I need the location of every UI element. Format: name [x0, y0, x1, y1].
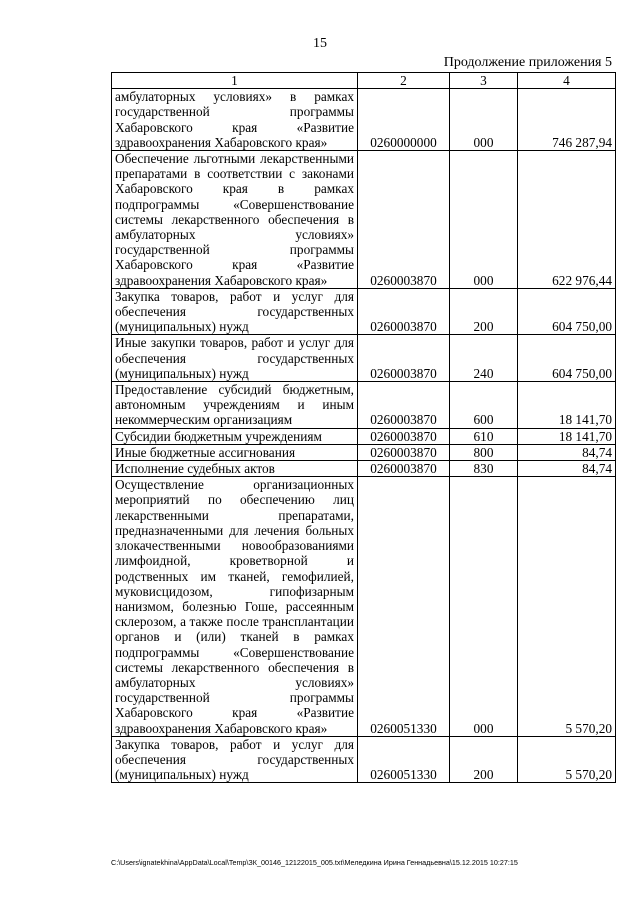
continuation-label: Продолжение приложения 5	[443, 55, 612, 70]
table-row	[112, 736, 616, 783]
row-code: 0260003870	[358, 288, 450, 335]
row-vr: 240	[450, 335, 518, 382]
row-vr: 600	[450, 382, 518, 429]
row-vr: 000	[450, 477, 518, 736]
row-sum: 5 570,20	[518, 736, 616, 783]
row-code: 0260003870	[358, 428, 450, 444]
row-name: Закупка товаров, работ и услуг для обеспечения государственных (муниципальных) нужд	[112, 736, 358, 783]
table-row	[112, 444, 616, 460]
table-row	[112, 288, 616, 335]
table-row	[112, 89, 616, 151]
row-name: Иные бюджетные ассигнования	[112, 444, 358, 460]
row-sum: 604 750,00	[518, 335, 616, 382]
column-header-vr: 3	[450, 73, 518, 89]
row-name: Субсидии бюджетным учреждениям	[112, 428, 358, 444]
row-name: Иные закупки товаров, работ и услуг для обеспечения государственных (муниципальных) нужд	[112, 335, 358, 382]
row-code: 0260000000	[358, 89, 450, 151]
table-row	[112, 382, 616, 429]
row-name: Осуществление организационных мероприятий по обеспечению лиц лекарственными препаратами, предназначенными для лечения больных злокачественными новообразованиями лимфоидной, кроветворной и родственных им тканей, гемофилией, муковисцидозом, гипофизарным нанизмом, болезнью Гоше, рассеянным склерозом, а также после трансплантации органов и (или) тканей в рамках подпрограммы «Совершенствование системы лекарственного обеспечения в амбулаторных условиях» государственной программы Хабаровского края «Развитие здравоохранения Хабаровского края»	[112, 477, 358, 736]
row-vr: 830	[450, 461, 518, 477]
column-header-code: 2	[358, 73, 450, 89]
column-header-sum: 4	[518, 73, 616, 89]
row-vr: 000	[450, 151, 518, 289]
row-vr: 800	[450, 444, 518, 460]
row-name: Исполнение судебных актов	[112, 461, 358, 477]
row-code: 0260051330	[358, 477, 450, 736]
row-code: 0260003870	[358, 461, 450, 477]
row-name: Закупка товаров, работ и услуг для обеспечения государственных (муниципальных) нужд	[112, 288, 358, 335]
row-sum: 18 141,70	[518, 382, 616, 429]
table-row	[112, 151, 616, 289]
row-name: Предоставление субсидий бюджетным, автономным учреждениям и иным некоммерческим организациям	[112, 382, 358, 429]
row-name: Обеспечение льготными лекарственными препаратами в соответствии с законами Хабаровского края в рамках подпрограммы «Совершенствование системы лекарственного обеспечения в амбулаторных условиях» государственной программы Хабаровского края «Развитие здравоохранения Хабаровского края»	[112, 151, 358, 289]
row-vr: 000	[450, 89, 518, 151]
row-sum: 84,74	[518, 461, 616, 477]
row-name: амбулаторных условиях» в рамках государственной программы Хабаровского края «Развитие здравоохранения Хабаровского края»	[112, 89, 358, 151]
table-row	[112, 461, 616, 477]
row-sum: 18 141,70	[518, 428, 616, 444]
budget-table	[111, 72, 616, 783]
row-sum: 604 750,00	[518, 288, 616, 335]
row-code: 0260051330	[358, 736, 450, 783]
row-vr: 610	[450, 428, 518, 444]
row-sum: 84,74	[518, 444, 616, 460]
row-sum: 622 976,44	[518, 151, 616, 289]
row-code: 0260003870	[358, 335, 450, 382]
row-code: 0260003870	[358, 151, 450, 289]
row-vr: 200	[450, 288, 518, 335]
table-row	[112, 477, 616, 736]
table-row	[112, 335, 616, 382]
row-code: 0260003870	[358, 444, 450, 460]
file-path-footer: C:\Users\ignatekhina\AppData\Local\Temp\ЗК_00146_12122015_005.txt\Меледкина Ирина Геннадьевна\15.12.2015 10:27:15	[111, 858, 518, 867]
table-row	[112, 428, 616, 444]
table-header-row	[112, 73, 616, 89]
row-sum: 5 570,20	[518, 477, 616, 736]
row-vr: 200	[450, 736, 518, 783]
row-code: 0260003870	[358, 382, 450, 429]
column-header-name: 1	[112, 73, 358, 89]
row-sum: 746 287,94	[518, 89, 616, 151]
page-number: 15	[313, 36, 327, 51]
